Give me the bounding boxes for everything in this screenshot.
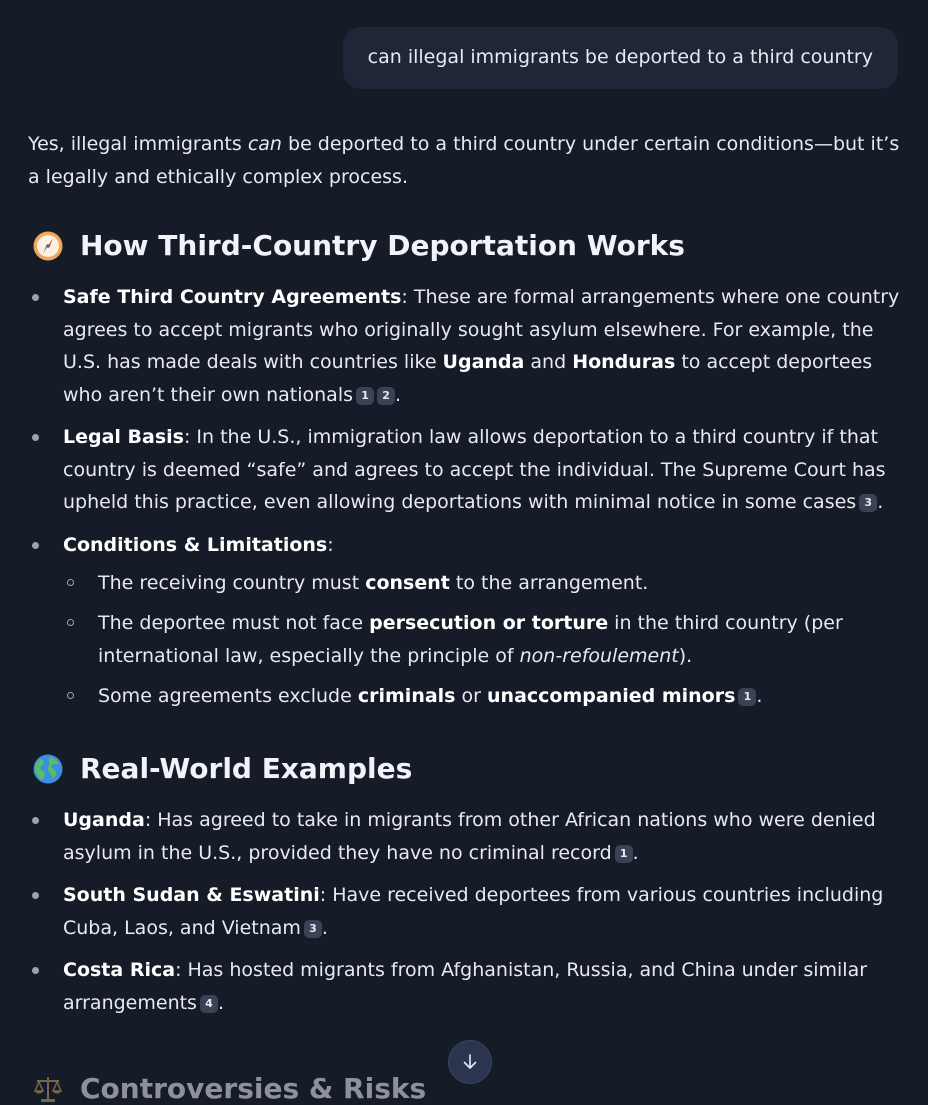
- item-text: or: [455, 684, 488, 707]
- intro-paragraph: [28, 128, 900, 193]
- section-heading-examples: [28, 750, 900, 788]
- user-message-bubble: [343, 27, 898, 89]
- item-term: unaccompanied minors: [487, 684, 736, 707]
- list-item: [28, 281, 900, 411]
- list-item: [28, 421, 900, 519]
- assistant-response: [28, 128, 900, 1057]
- list-item: [28, 804, 900, 869]
- compass-icon: [32, 230, 64, 262]
- scales-icon: [32, 1073, 64, 1105]
- item-term: criminals: [357, 684, 456, 707]
- list-item: [28, 954, 900, 1019]
- globe-icon: [32, 753, 64, 785]
- item-text: : Have received deportees from various countries including Cuba, Laos, and Vietnam: [63, 884, 884, 939]
- item-term: persecution or torture: [369, 612, 609, 634]
- item-text: The receiving country must: [98, 572, 366, 594]
- item-term: South Sudan & Eswatini: [63, 884, 320, 906]
- arrow-down-icon: [460, 1052, 480, 1072]
- item-term: Honduras: [572, 351, 676, 373]
- citation-badge[interactable]: 3: [859, 494, 877, 512]
- citation-badge[interactable]: 3: [304, 920, 322, 938]
- citation-badge[interactable]: 2: [377, 387, 395, 405]
- item-term: Uganda: [63, 809, 145, 831]
- item-text: to the arrangement.: [449, 572, 649, 594]
- item-text: :: [327, 533, 334, 556]
- intro-text: Yes, illegal immigrants: [28, 133, 248, 155]
- item-end: .: [756, 684, 763, 707]
- item-term: Uganda: [442, 351, 525, 373]
- item-term: Costa Rica: [63, 959, 176, 981]
- section-heading-how-it-works: [28, 227, 900, 265]
- conditions-sublist: [63, 567, 900, 712]
- citation-badge[interactable]: 4: [200, 995, 218, 1013]
- section-title: Controversies & Risks: [80, 1072, 427, 1105]
- list-item: [28, 879, 900, 944]
- item-end: .: [217, 991, 225, 1014]
- list-item: [28, 529, 900, 713]
- item-text: to accept deportees who aren’t their own nationals: [63, 351, 873, 406]
- item-term: Legal Basis: [63, 426, 184, 448]
- sub-list-item: [63, 567, 900, 600]
- item-text: Some agreements exclude: [98, 684, 358, 707]
- item-text: and: [524, 351, 573, 373]
- citation-badge[interactable]: 1: [615, 845, 633, 863]
- section-heading-controversies: [28, 1070, 426, 1105]
- item-end: .: [395, 383, 402, 406]
- item-text: : These are formal arrangements where one country agrees to accept migrants who originally sought asylum elsewhere. For example, the U.S. has made deals with countries like: [63, 286, 900, 373]
- sub-list-item: [63, 680, 900, 713]
- section-title: Real-World Examples: [80, 752, 413, 785]
- intro-text-end: be deported to a third country under certain conditions—but it’s a legally and ethically complex process.: [28, 133, 900, 188]
- item-text: in the third country (per international law, especially the principle of: [98, 612, 843, 667]
- item-italic: non-refoulement: [519, 644, 679, 667]
- item-text: The deportee must not face: [98, 612, 370, 634]
- examples-list: [28, 804, 900, 1019]
- item-term: Safe Third Country Agreements: [63, 286, 402, 308]
- how-it-works-list: [28, 281, 900, 712]
- item-text: : In the U.S., immigration law allows deportation to a third country if that country is deemed “safe” and agrees to accept the individual. The Supreme Court has upheld this practice, even allowing deportations with minimal notice in some cases: [63, 426, 886, 513]
- item-end: .: [632, 841, 639, 864]
- user-message-text: can illegal immigrants be deported to a third country: [367, 46, 873, 68]
- item-term: consent: [365, 572, 450, 594]
- item-end: .: [321, 916, 328, 939]
- item-end: ).: [678, 644, 693, 667]
- item-term: Conditions & Limitations: [63, 533, 328, 556]
- item-text: : Has hosted migrants from Afghanistan, Russia, and China under similar arrangements: [63, 959, 868, 1014]
- sub-list-item: [63, 607, 900, 672]
- item-text: : Has agreed to take in migrants from other African nations who were denied asylum in the U.S., provided they have no criminal record: [63, 809, 876, 864]
- intro-emphasis: can: [247, 133, 282, 155]
- scroll-to-bottom-button[interactable]: [448, 1040, 492, 1084]
- citation-badge[interactable]: 1: [738, 688, 756, 706]
- section-title: How Third-Country Deportation Works: [80, 229, 685, 262]
- citation-badge[interactable]: 1: [356, 387, 374, 405]
- item-end: .: [877, 491, 884, 513]
